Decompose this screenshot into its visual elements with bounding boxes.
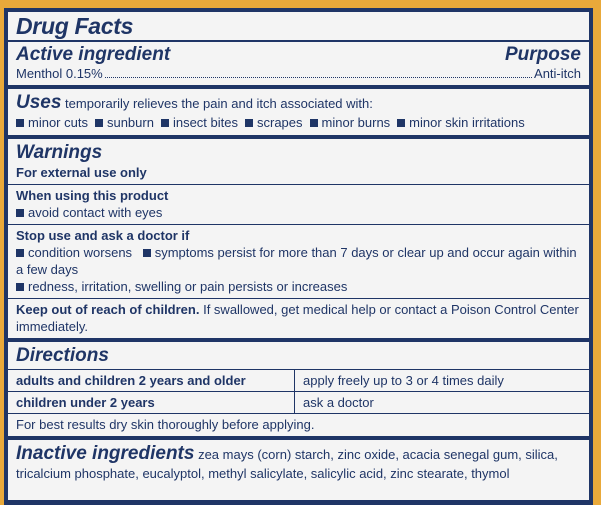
bullet-square-icon: [161, 119, 169, 127]
bullet-square-icon: [16, 283, 24, 291]
keep-out-warning: [16, 301, 581, 335]
title-divider: [8, 40, 589, 42]
active-ingredient-section: [8, 12, 589, 85]
directions-heading: Directions: [16, 345, 109, 366]
bullet-square-icon: [95, 119, 103, 127]
uses-intro: temporarily relieves the pain and itch associated with:: [65, 96, 373, 111]
uses-heading: Uses: [16, 92, 62, 113]
active-ingredient-name: Menthol 0.15%: [16, 66, 103, 81]
drug-facts-title: Drug Facts: [16, 13, 134, 39]
directions-who: children under 2 years: [8, 392, 295, 414]
directions-row: [8, 392, 589, 414]
uses-item: minor burns: [321, 115, 391, 130]
inactive-text: zea mays (corn) starch, zinc oxide, acacia senegal gum, silica, tricalcium phosphate, eucalyptol, methyl salicylate, salicylic acid, zinc stearate, thymol: [16, 447, 558, 481]
directions-what: ask a doctor: [295, 392, 590, 414]
stop-item: symptoms persist for more than 7 days or clear up and occur again within a few days: [16, 245, 577, 277]
bullet-square-icon: [310, 119, 318, 127]
keep-out-heading: Keep out of reach of children.: [16, 302, 200, 317]
when-using-text: avoid contact with eyes: [28, 205, 163, 220]
uses-item: minor cuts: [28, 115, 88, 130]
active-ingredient-header: [16, 44, 581, 66]
when-using-heading: When using this product: [16, 188, 169, 203]
directions-what: apply freely up to 3 or 4 times daily: [295, 370, 590, 392]
bullet-square-icon: [245, 119, 253, 127]
directions-who: adults and children 2 years and older: [8, 370, 295, 392]
uses-item: sunburn: [106, 115, 154, 130]
when-using-item: [16, 204, 581, 221]
stop-use-items-line-2: [16, 278, 581, 295]
bullet-square-icon: [16, 209, 24, 217]
inactive-heading: Inactive ingredients: [16, 443, 195, 464]
bullet-square-icon: [397, 119, 405, 127]
active-ingredient-purpose: Anti-itch: [534, 66, 581, 81]
warnings-divider: [8, 298, 589, 299]
bullet-square-icon: [16, 249, 24, 257]
warnings-divider: [8, 224, 589, 225]
warnings-section: [8, 139, 589, 338]
active-ingredient-row: [16, 66, 581, 82]
directions-note: For best results dry skin thoroughly before applying.: [16, 417, 315, 432]
uses-item: scrapes: [257, 115, 303, 130]
inactive-ingredients: [16, 443, 581, 482]
directions-divider: [8, 413, 589, 414]
warnings-divider: [8, 184, 589, 185]
warnings-heading: Warnings: [16, 142, 103, 163]
directions-table: [8, 369, 589, 413]
uses-list: [16, 114, 581, 131]
uses-section: [8, 89, 589, 135]
directions-section: [8, 342, 589, 436]
keep-out-text: If swallowed, get medical help or contact a Poison Control Center immediately.: [16, 302, 579, 334]
stop-use-heading: Stop use and ask a doctor if: [16, 228, 190, 243]
stop-item: redness, irritation, swelling or pain persists or increases: [28, 279, 348, 294]
dot-leader: [105, 77, 532, 78]
external-use-warning: For external use only: [16, 165, 147, 180]
bullet-square-icon: [143, 249, 151, 257]
active-ingredient-heading: Active ingredient: [16, 44, 171, 65]
purpose-heading: Purpose: [504, 44, 581, 65]
directions-row: [8, 370, 589, 392]
bullet-square-icon: [16, 119, 24, 127]
drug-facts-panel: [4, 8, 593, 505]
uses-intro-line: [16, 92, 581, 114]
inactive-section: [8, 440, 589, 500]
stop-use-items-line-1: [16, 244, 581, 278]
uses-item: minor skin irritations: [409, 115, 525, 130]
uses-item: insect bites: [172, 115, 238, 130]
stop-item: condition worsens: [28, 245, 133, 260]
